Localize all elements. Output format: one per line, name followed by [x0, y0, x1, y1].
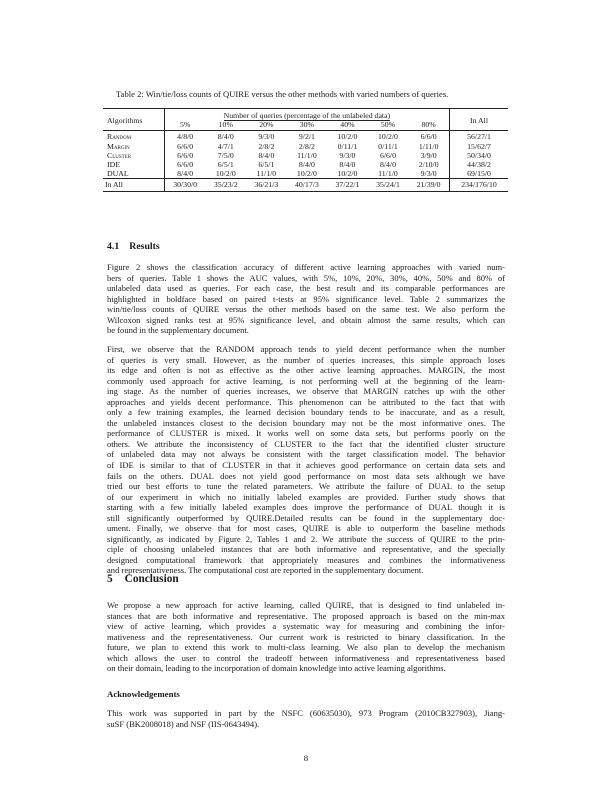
table-cell: 3/9/0 [420, 150, 437, 160]
table-row [103, 142, 508, 151]
acknowledgements-paragraph [107, 708, 505, 729]
text-line: only a few training examples, the learned decision boundary tends to be inaccurate, and as a result, [107, 407, 505, 418]
section-heading-5 [107, 573, 179, 585]
table-cell: 6/6/0 [177, 150, 194, 160]
text-line: Figure 2 shows the classification accuracy of different active learning approaches with varied num- [107, 262, 505, 272]
table-cell: 2/8/2 [298, 141, 315, 151]
text-line: of unlabeled data may not always be consistent with the target classification model. The behavior [107, 449, 505, 460]
text-line: of queries is very small. However, as the number of queries increases, this simple approach loses [107, 354, 505, 365]
table-cell: 4/7/1 [217, 141, 234, 151]
results-paragraph-1 [107, 262, 505, 336]
text-line: and representativeness. The computational cost are reported in the supplementary document. [107, 565, 424, 576]
section-number: 5 [107, 573, 113, 585]
table-cell: 1/11/0 [418, 141, 439, 151]
table-caption: Table 2: Win/tie/loss counts of QUIRE versus the other methods with varied numbers of queries. [116, 89, 449, 99]
text-line: starting with a few initially labeled examples does improve the performance of DUAL though it is [107, 502, 505, 513]
text-line: the unlabeled instances closest to the decision boundary may not be the most informative ones. The [107, 417, 505, 428]
results-table [103, 108, 508, 192]
table-cell: 21/39/0 [408, 179, 449, 191]
text-line: significantly, as indicated by Figure 2, Tables 1 and 2. We attribute the success of QUIRE to the prin- [107, 533, 505, 544]
text-line: be found in the supplementary document. [107, 325, 249, 336]
table-cell: 36/21/3 [246, 179, 287, 191]
text-line: Wilcoxon signed ranks test at 95% significance level, and obtain almost the same results, which can [107, 314, 505, 325]
in-all-cell: 234/176/10 [450, 179, 508, 191]
table-cell: 6/6/0 [379, 150, 396, 160]
text-line: We propose a new approach for active learning, called QUIRE, that is designed to find unlabeled in- [107, 600, 505, 610]
text-line: view of active learning, which provides a systematic way for measuring and combining the infor- [107, 621, 505, 632]
column-header-row [103, 120, 508, 131]
text-line: suSF (BK2008018) and NSF (IIS-0643494). [107, 718, 260, 729]
in-all-cell: 56/27/1 [450, 131, 508, 142]
table-cell: 6/5/1 [258, 160, 275, 170]
text-line: mativeness and the representativeness. Our current work is restricted to binary classification. In the [107, 631, 505, 642]
table-cell: 37/22/1 [327, 179, 368, 191]
column-header: 5% [179, 120, 191, 130]
table-cell: 10/2/0 [337, 169, 358, 179]
algorithm-name: Random [103, 131, 164, 142]
table-row [103, 169, 508, 179]
text-line: others. We attribute the inconsistency of CLUSTER to the fact that the identified cluster structure [107, 438, 505, 449]
column-header: 10% [218, 120, 233, 130]
text-line: fails on the others. DUAL does not yield good performance on most data sets although we have [107, 470, 505, 481]
algorithm-name: DUAL [103, 169, 164, 179]
in-all-cell: 44/38/2 [450, 160, 508, 169]
column-header: 20% [259, 120, 274, 130]
table-cell: 40/17/3 [287, 179, 328, 191]
section-heading-4-1 [107, 241, 160, 252]
algorithm-name: IDE [103, 160, 164, 169]
table-row [103, 179, 508, 191]
algorithm-name: Margin [103, 142, 164, 151]
column-header: 50% [380, 120, 396, 130]
table-cell: 6/5/1 [217, 160, 234, 170]
table-cell: 8/4/0 [258, 150, 275, 160]
group-header-text: Number of queries (percentage of the unlabeled data) [223, 111, 391, 120]
table-cell: 9/3/0 [420, 169, 437, 179]
page-number: 8 [303, 753, 309, 763]
table-cell: 11/1/0 [256, 169, 277, 179]
algorithm-name: Cluster [103, 151, 164, 160]
column-header: 40% [340, 120, 355, 130]
table-cell: 7/5/0 [217, 150, 234, 160]
acknowledgements-heading: Acknowledgements [107, 689, 180, 699]
algorithm-name: In All [103, 179, 164, 191]
text-line: on their domain, leading to the incorporation of domain knowledge into active learning algorithms. [107, 663, 446, 674]
table-cell: 8/4/0 [298, 160, 315, 170]
text-line: which allows the user to control the tradeoff between informativeness and representativeness based [107, 652, 505, 663]
table-cell: 6/6/0 [408, 131, 449, 142]
conclusion-paragraph [107, 600, 505, 674]
column-header: 30% [299, 120, 315, 130]
table-cell: 0/11/1 [337, 141, 358, 151]
table-cell: 11/1/0 [378, 169, 398, 179]
text-line: of our experiment in which no initially labeled examples are provided. Further study shows that [107, 491, 505, 502]
table-cell: 35/24/1 [368, 179, 409, 191]
table-cell: 10/2/0 [296, 169, 317, 179]
text-line: ument. Finally, we observe that for most cases, QUIRE is able to outperform the baseline methods [107, 523, 505, 534]
table-cell: 10/2/0 [327, 131, 368, 142]
table-row [103, 160, 508, 169]
text-line: This work was supported in part by the NSFC (60635030), 973 Program (2010CB327903), Jiang- [107, 708, 505, 718]
table-cell: 8/4/0 [379, 160, 396, 170]
table-row [103, 131, 508, 142]
text-line: its edge and often is not as effective as the other active learning approaches. MARGIN, the most [107, 365, 505, 376]
column-header: 80% [421, 120, 436, 130]
group-header [164, 109, 449, 121]
table-cell: 2/10/0 [418, 160, 439, 170]
in-all-cell: 69/15/0 [450, 169, 508, 179]
table-cell: 8/4/0 [206, 131, 247, 142]
in-all-header: In All [450, 109, 508, 131]
table-cell: 35/23/2 [206, 179, 247, 191]
text-line: stances that are both informative and representative. The proposed approach is based on the min-max [107, 610, 505, 621]
table-row [103, 151, 508, 160]
table-cell: 6/6/0 [177, 160, 194, 170]
text-line: still significantly outperformed by QUIRE.Detailed results can be found in the supplementary doc- [107, 512, 505, 523]
text-line: win/tie/loss counts of QUIRE versus the other methods based on the same test. We also perform the [107, 304, 505, 315]
results-paragraph-2 [107, 344, 505, 576]
text-line: unlabeled data used as queries. For each case, the best result and its comparable performances are [107, 283, 505, 294]
table-header-row [103, 109, 508, 121]
table-cell: 9/2/1 [287, 131, 328, 142]
table-cell: 2/8/2 [258, 141, 275, 151]
table-cell: 8/4/0 [339, 160, 356, 170]
section-title: Results [129, 241, 160, 252]
text-line: bers of queries. Table 1 shows the AUC values, with 5%, 10%, 20%, 30%, 40%, 50% and 80% of [107, 272, 505, 283]
table-cell: 6/6/0 [177, 141, 194, 151]
table-cell: 4/8/0 [164, 131, 205, 142]
table-cell: 10/2/0 [368, 131, 409, 142]
text-line: future, we plan to extend this work to multi-class learning. We also plan to develop the mechanism [107, 642, 505, 653]
table-cell: 0/11/1 [378, 141, 398, 151]
in-all-cell: 15/62/7 [450, 142, 508, 151]
table-cell: 10/2/0 [215, 169, 236, 179]
table-cell: 9/3/0 [339, 150, 356, 160]
text-line: designed computational framework that appropriately measures and combines the informativeness [107, 554, 505, 565]
text-line: tried our best efforts to tune the related parameters. We attribute the failure of DUAL to the setup [107, 481, 505, 492]
algorithms-header: Algorithms [103, 109, 164, 131]
table-cell: 8/4/0 [177, 169, 194, 179]
table-cell: 11/1/0 [297, 150, 317, 160]
text-line: ing stage. As the number of queries increases, we observe that MARGIN catches up with the other [107, 386, 505, 397]
text-line: highlighted in boldface based on paired t-tests at 95% significance level. Table 2 summarizes the [107, 293, 505, 304]
text-line: approaches and yields decent performance. This phenomenon can be attributed to the fact that with [107, 396, 505, 407]
text-line: ciple of choosing unlabeled instances that are both informative and representative, and the specially [107, 544, 505, 555]
in-all-cell: 50/34/0 [450, 151, 508, 160]
section-title: Conclusion [124, 573, 179, 585]
section-number: 4.1 [107, 241, 120, 252]
text-line: of IDE is similar to that of CLUSTER in that it achieves good performance on certain data sets and [107, 460, 505, 471]
table-cell: 30/30/0 [164, 179, 205, 191]
text-line: performance of CLUSTER is mixed. It works well on some data sets, but performs poorly on the [107, 428, 505, 439]
text-line: First, we observe that the RANDOM approach tends to yield decent performance when the number [107, 344, 505, 354]
text-line: commonly used approach for active learning, is not performing well at the beginning of the learn- [107, 375, 505, 386]
table-cell: 9/3/0 [246, 131, 287, 142]
